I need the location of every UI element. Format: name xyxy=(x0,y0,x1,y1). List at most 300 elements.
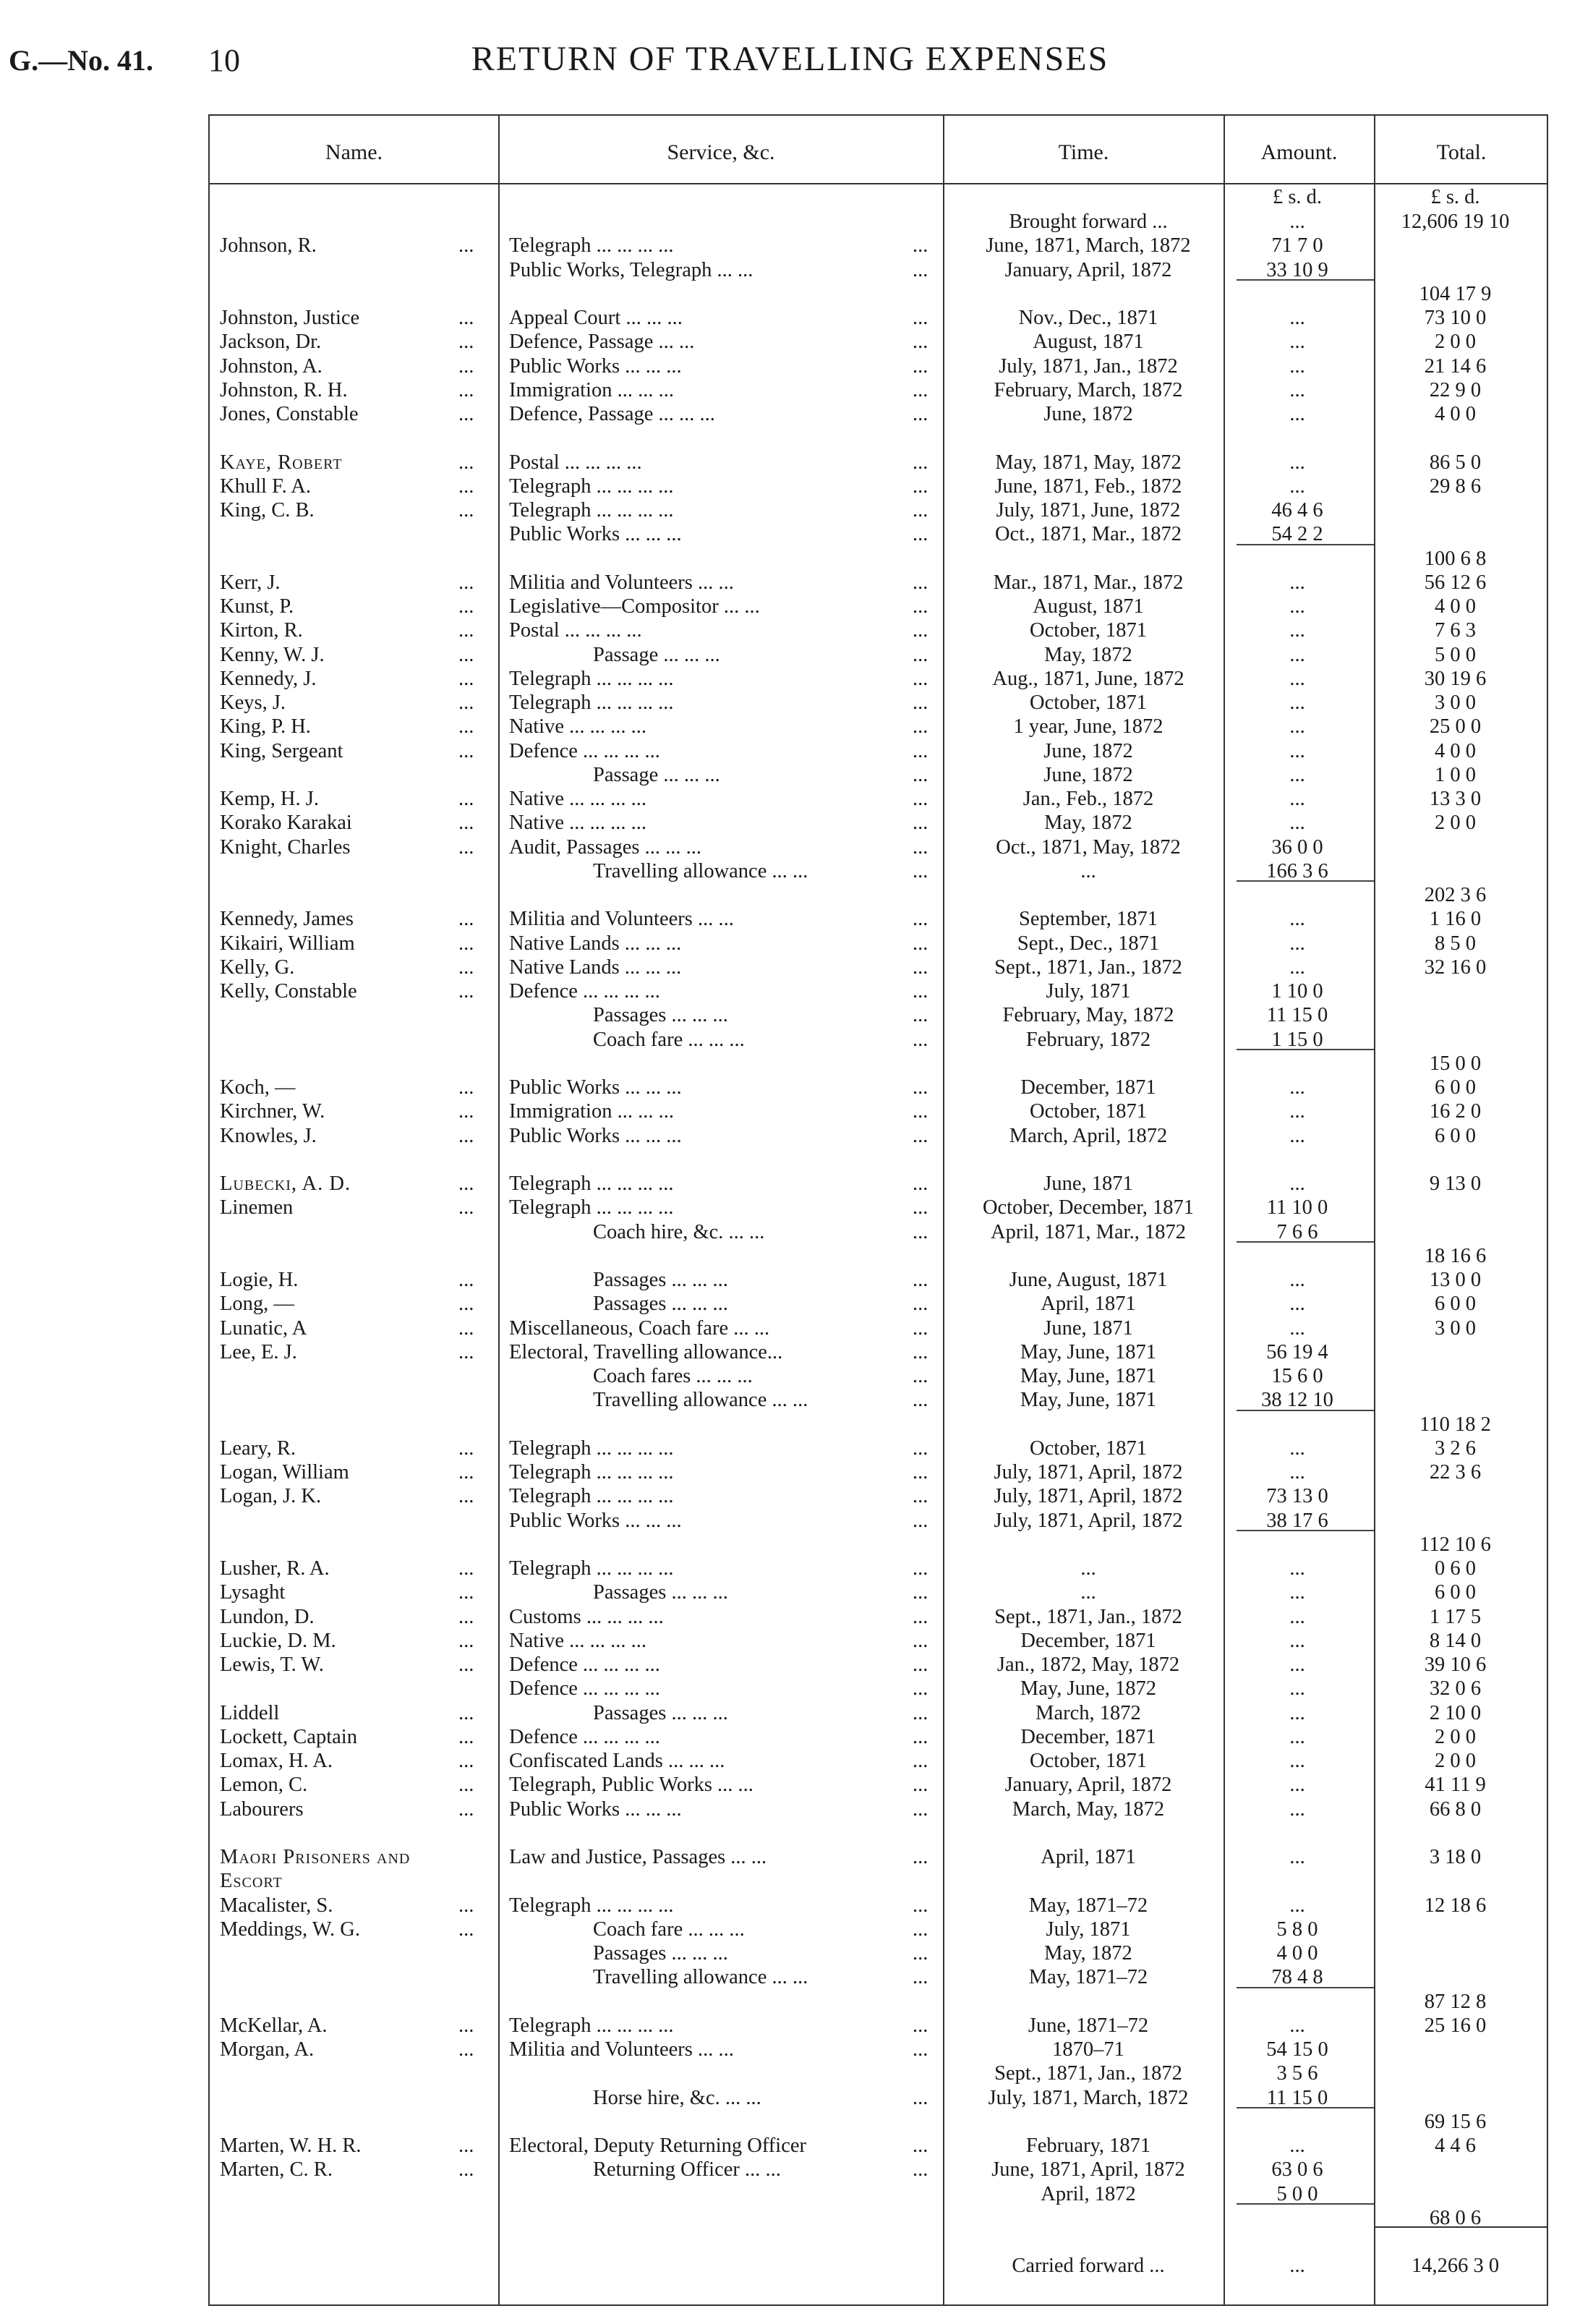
leader-dots: ... xyxy=(913,1389,928,1412)
page-header xyxy=(0,33,1580,84)
table-row xyxy=(0,451,1580,474)
service-description: Postal ... ... ... ... xyxy=(509,619,642,642)
time-period: October, 1871 xyxy=(1030,691,1147,714)
amount-value: ... xyxy=(1289,1750,1305,1772)
leader-dots: ... xyxy=(913,1677,928,1701)
payee-name: Macalister, S. xyxy=(220,1894,333,1917)
table-row xyxy=(0,2038,1580,2061)
time-period: July, 1871, April, 1872 xyxy=(994,1509,1183,1532)
payee-name: McKellar, A. xyxy=(220,2014,328,2037)
leader-dots: ... xyxy=(913,2158,928,2182)
service-description: Telegraph ... ... ... ... xyxy=(509,1172,674,1195)
time-period: Aug., 1871, June, 1872 xyxy=(992,667,1184,690)
time-period: Mar., 1871, Mar., 1872 xyxy=(993,571,1184,594)
table-row xyxy=(0,811,1580,835)
amount-value: ... xyxy=(1289,1461,1305,1484)
time-period: May, 1872 xyxy=(1044,1942,1132,1965)
table-row xyxy=(0,354,1580,378)
payee-name: Lubecki, A. D. xyxy=(220,1172,351,1195)
service-description: Immigration ... ... ... xyxy=(509,378,674,401)
leader-dots: ... xyxy=(458,354,474,378)
leader-dots: ... xyxy=(458,1172,474,1195)
amount-value: 36 0 0 xyxy=(1271,835,1323,859)
total-value: 3 0 0 xyxy=(1435,691,1476,714)
time-period: May, 1872 xyxy=(1044,812,1132,835)
leader-dots: ... xyxy=(913,1220,928,1243)
service-description: Miscellaneous, Coach fare ... ... xyxy=(509,1316,770,1340)
leader-dots: ... xyxy=(458,1894,474,1917)
service-description: Passages ... ... ... xyxy=(593,1581,728,1604)
time-period: September, 1871 xyxy=(1019,908,1158,931)
amount-value: ... xyxy=(1289,1797,1305,1821)
total-value: 32 0 6 xyxy=(1429,1677,1482,1701)
column-header-service: Service, &c. xyxy=(667,140,775,164)
amount-value: ... xyxy=(1289,1293,1305,1316)
amount-value: ... xyxy=(1289,1653,1305,1676)
service-description: Telegraph ... ... ... ... xyxy=(509,1196,674,1220)
time-period: 1870–71 xyxy=(1052,2038,1124,2061)
total-value: 5 0 0 xyxy=(1435,643,1476,666)
table-row xyxy=(0,715,1580,739)
leader-dots: ... xyxy=(913,1653,928,1676)
service-description: Electoral, Deputy Returning Officer xyxy=(509,2134,806,2157)
service-description: Defence, Passage ... ... ... xyxy=(509,403,715,425)
table-row xyxy=(0,2254,1580,2278)
table-row xyxy=(0,1172,1580,1196)
service-description: Telegraph ... ... ... ... xyxy=(509,499,674,522)
table-row xyxy=(0,1797,1580,1821)
service-description: Travelling allowance ... ... xyxy=(593,1389,808,1412)
total-value: 4 0 0 xyxy=(1435,739,1476,762)
payee-name: Lockett, Captain xyxy=(220,1725,357,1748)
payee-name: Keys, J. xyxy=(220,691,286,714)
total-value: 15 0 0 xyxy=(1429,1052,1482,1075)
leader-dots: ... xyxy=(913,234,928,257)
leader-dots: ... xyxy=(913,354,928,378)
page-title: RETURN OF TRAVELLING EXPENSES xyxy=(471,40,1109,78)
table-row xyxy=(0,2061,1580,2085)
service-description: Native Lands ... ... ... xyxy=(509,955,682,979)
service-description: Native ... ... ... ... xyxy=(509,1629,646,1652)
table-row xyxy=(0,498,1580,522)
service-description: Defence, Passage ... ... xyxy=(509,331,695,354)
leader-dots: ... xyxy=(458,788,474,810)
table-row xyxy=(0,378,1580,402)
total-value: 39 10 6 xyxy=(1424,1653,1487,1676)
service-description: Native ... ... ... ... xyxy=(509,812,646,835)
amount-value: ... xyxy=(1289,1436,1305,1460)
amount-value: ... xyxy=(1289,571,1305,594)
payee-name: Linemen xyxy=(220,1196,294,1220)
total-value: 6 0 0 xyxy=(1435,1124,1476,1147)
payee-name: King, P. H. xyxy=(220,715,311,739)
table-row xyxy=(0,1124,1580,1148)
leader-dots: ... xyxy=(913,1581,928,1604)
table-row xyxy=(0,258,1580,282)
leader-dots: ... xyxy=(913,499,928,522)
service-description: Telegraph ... ... ... ... xyxy=(509,2014,674,2037)
table-row xyxy=(0,1749,1580,1773)
leader-dots: ... xyxy=(913,1917,928,1941)
leader-dots: ... xyxy=(913,523,928,546)
leader-dots: ... xyxy=(913,1485,928,1508)
total-value: 4 4 6 xyxy=(1435,2134,1476,2157)
total-value: 2 10 0 xyxy=(1429,1701,1482,1724)
leader-dots: ... xyxy=(458,2158,474,2182)
table-row xyxy=(0,1990,1580,2014)
time-period: December, 1871 xyxy=(1020,1629,1156,1652)
total-value: 3 2 6 xyxy=(1435,1436,1476,1460)
payee-name: Escort xyxy=(220,1870,283,1893)
table-row xyxy=(0,2230,1580,2254)
leader-dots: ... xyxy=(458,1797,474,1821)
total-value: 86 5 0 xyxy=(1429,451,1482,474)
table-row xyxy=(0,643,1580,667)
amount-value: ... xyxy=(1289,1629,1305,1652)
leader-dots: ... xyxy=(913,859,928,882)
amount-units: £ s. d. xyxy=(1272,186,1323,208)
time-period: February, March, 1872 xyxy=(994,378,1183,401)
time-period: Jan., Feb., 1872 xyxy=(1022,788,1154,810)
amount-value: ... xyxy=(1289,955,1305,979)
leader-dots: ... xyxy=(913,1316,928,1340)
leader-dots: ... xyxy=(913,619,928,642)
leader-dots: ... xyxy=(458,234,474,257)
leader-dots: ... xyxy=(458,908,474,931)
amount-value: ... xyxy=(1289,1846,1305,1868)
time-period: Nov., Dec., 1871 xyxy=(1018,307,1158,329)
table-row xyxy=(0,1268,1580,1292)
leader-dots: ... xyxy=(913,1846,928,1868)
time-period: August, 1871 xyxy=(1033,331,1144,354)
amount-value: ... xyxy=(1289,1894,1305,1917)
time-period: ... xyxy=(1080,1557,1096,1580)
leader-dots: ... xyxy=(458,378,474,401)
payee-name: Johnston, A. xyxy=(220,354,323,378)
leader-dots: ... xyxy=(458,2014,474,2037)
total-units: £ s. d. xyxy=(1430,186,1480,208)
service-description: Audit, Passages ... ... ... xyxy=(509,835,701,859)
leader-dots: ... xyxy=(913,2038,928,2061)
leader-dots: ... xyxy=(913,1966,928,1989)
payee-name: Labourers xyxy=(220,1797,304,1821)
payee-name: Logan, J. K. xyxy=(220,1485,322,1508)
subtotal-rule xyxy=(1237,1530,1374,1531)
table-row xyxy=(0,835,1580,859)
payee-name: Kennedy, James xyxy=(220,908,354,931)
time-period: July, 1871, April, 1872 xyxy=(994,1461,1183,1484)
total-value: 25 0 0 xyxy=(1429,715,1482,739)
amount-value: 54 15 0 xyxy=(1266,2038,1328,2061)
leader-dots: ... xyxy=(913,788,928,810)
table-row xyxy=(0,426,1580,450)
service-description: Native Lands ... ... ... xyxy=(509,932,682,955)
payee-name: Leary, R. xyxy=(220,1436,296,1460)
total-value: 87 12 8 xyxy=(1424,1990,1487,2013)
table-row xyxy=(0,1484,1580,1508)
total-value: 2 0 0 xyxy=(1435,331,1476,354)
time-period: Sept., Dec., 1871 xyxy=(1017,932,1160,955)
table-row xyxy=(0,859,1580,883)
time-period: May, 1871, May, 1872 xyxy=(995,451,1182,474)
payee-name: Marten, C. R. xyxy=(220,2158,333,2182)
column-header-name: Name. xyxy=(325,140,383,164)
time-period: May, 1871–72 xyxy=(1028,1966,1148,1989)
amount-value: 38 17 6 xyxy=(1266,1509,1328,1532)
subtotal-rule xyxy=(1237,1987,1374,1988)
leader-dots: ... xyxy=(458,2134,474,2157)
amount-value: ... xyxy=(1289,1701,1305,1724)
leader-dots: ... xyxy=(458,571,474,594)
amount-value: ... xyxy=(1289,451,1305,474)
time-period: June, August, 1871 xyxy=(1009,1269,1168,1291)
leader-dots: ... xyxy=(458,2038,474,2061)
total-value: 12,606 19 10 xyxy=(1401,210,1510,233)
time-period: March, May, 1872 xyxy=(1012,1797,1165,1821)
table-row xyxy=(0,955,1580,979)
time-period: May, 1871–72 xyxy=(1028,1894,1148,1917)
time-period: January, April, 1872 xyxy=(1004,258,1172,281)
table-row xyxy=(0,1292,1580,1316)
amount-value: ... xyxy=(1289,1076,1305,1099)
payee-name: Kemp, H. J. xyxy=(220,788,319,810)
leader-dots: ... xyxy=(913,571,928,594)
payee-name: Knowles, J. xyxy=(220,1124,317,1147)
table-row xyxy=(0,2134,1580,2158)
amount-value: ... xyxy=(1289,2134,1305,2157)
leader-dots: ... xyxy=(913,1340,928,1363)
leader-dots: ... xyxy=(913,691,928,714)
amount-value: ... xyxy=(1289,643,1305,666)
payee-name: Jones, Constable xyxy=(220,403,359,425)
leader-dots: ... xyxy=(913,1701,928,1724)
leader-dots: ... xyxy=(913,2014,928,2037)
payee-name: Kerr, J. xyxy=(220,571,281,594)
amount-value: ... xyxy=(1289,595,1305,618)
time-period: April, 1871 xyxy=(1041,1846,1136,1868)
amount-value: 1 15 0 xyxy=(1271,1028,1323,1051)
service-description: Telegraph ... ... ... ... xyxy=(509,474,674,498)
amount-value: ... xyxy=(1289,812,1305,835)
payee-name: Johnston, Justice xyxy=(220,307,360,329)
leader-dots: ... xyxy=(458,1725,474,1748)
leader-dots: ... xyxy=(913,1629,928,1652)
leader-dots: ... xyxy=(458,619,474,642)
service-description: Defence ... ... ... ... xyxy=(509,1653,660,1676)
amount-value: 5 0 0 xyxy=(1276,2182,1318,2205)
amount-value: ... xyxy=(1289,908,1305,931)
payee-name: Johnson, R. xyxy=(220,234,317,257)
total-value: 0 6 0 xyxy=(1435,1557,1476,1580)
table-row xyxy=(0,522,1580,546)
total-value: 30 19 6 xyxy=(1424,667,1487,690)
total-value: 4 0 0 xyxy=(1435,595,1476,618)
total-value: 22 9 0 xyxy=(1429,378,1482,401)
time-period: April, 1871, Mar., 1872 xyxy=(991,1220,1186,1243)
leader-dots: ... xyxy=(458,812,474,835)
payee-name: Khull F. A. xyxy=(220,474,311,498)
leader-dots: ... xyxy=(458,1750,474,1772)
column-header-time: Time. xyxy=(1058,140,1109,164)
time-period: October, December, 1871 xyxy=(982,1196,1195,1220)
table-row xyxy=(0,1894,1580,1917)
time-period: ... xyxy=(1080,1581,1096,1604)
table-row xyxy=(0,1869,1580,1893)
service-description: Returning Officer ... ... xyxy=(593,2158,781,2182)
service-description: Public Works ... ... ... xyxy=(509,523,682,546)
table-row xyxy=(0,763,1580,787)
total-value: 6 0 0 xyxy=(1435,1581,1476,1604)
leader-dots: ... xyxy=(913,1293,928,1316)
table-row xyxy=(0,1364,1580,1388)
amount-value: ... xyxy=(1289,715,1305,739)
table-row xyxy=(0,1533,1580,1557)
total-value: 2 0 0 xyxy=(1435,812,1476,835)
table-row xyxy=(0,306,1580,330)
leader-dots: ... xyxy=(458,643,474,666)
subtotal-rule xyxy=(1237,880,1374,882)
leader-dots: ... xyxy=(913,474,928,498)
payee-name: Kelly, G. xyxy=(220,955,295,979)
leader-dots: ... xyxy=(458,595,474,618)
total-value: 4 0 0 xyxy=(1435,403,1476,425)
service-description: Telegraph ... ... ... ... xyxy=(509,1485,674,1508)
leader-dots: ... xyxy=(913,1942,928,1965)
table-row xyxy=(0,1148,1580,1172)
leader-dots: ... xyxy=(913,258,928,281)
total-value: 8 14 0 xyxy=(1429,1629,1482,1652)
leader-dots: ... xyxy=(458,955,474,979)
time-period: June, 1871, April, 1872 xyxy=(991,2158,1185,2182)
subtotal-rule xyxy=(1237,2203,1374,2205)
table-row xyxy=(0,474,1580,498)
leader-dots: ... xyxy=(913,908,928,931)
total-value: 66 8 0 xyxy=(1429,1797,1482,1821)
table-row xyxy=(0,979,1580,1003)
payee-name: King, Sergeant xyxy=(220,739,343,762)
payee-name: Meddings, W. G. xyxy=(220,1917,360,1941)
leader-dots: ... xyxy=(913,307,928,329)
payee-name: Logie, H. xyxy=(220,1269,299,1291)
service-description: Electoral, Travelling allowance... xyxy=(509,1340,783,1363)
leader-dots: ... xyxy=(913,1557,928,1580)
time-period: February, 1872 xyxy=(1025,1028,1151,1051)
leader-dots: ... xyxy=(913,2086,928,2109)
service-description: Telegraph, Public Works ... ... xyxy=(509,1774,753,1797)
leader-dots: ... xyxy=(458,1100,474,1123)
table-row xyxy=(0,2110,1580,2134)
leader-dots: ... xyxy=(913,1894,928,1917)
table-row xyxy=(0,1413,1580,1436)
leader-dots: ... xyxy=(913,835,928,859)
service-description: Public Works ... ... ... xyxy=(509,1076,682,1099)
table-row xyxy=(0,1340,1580,1364)
amount-value: 78 4 8 xyxy=(1271,1966,1323,1989)
leader-dots: ... xyxy=(458,1076,474,1099)
leader-dots: ... xyxy=(458,403,474,425)
service-description: Militia and Volunteers ... ... xyxy=(509,571,734,594)
column-header-amount: Amount. xyxy=(1260,140,1338,164)
leader-dots: ... xyxy=(913,1269,928,1291)
time-period: June, 1871–72 xyxy=(1028,2014,1149,2037)
amount-value: 54 2 2 xyxy=(1271,523,1323,546)
time-period: October, 1871 xyxy=(1030,619,1147,642)
service-description: Defence ... ... ... ... xyxy=(509,739,660,762)
total-value: 9 13 0 xyxy=(1429,1172,1482,1195)
amount-value: ... xyxy=(1289,763,1305,786)
table-row xyxy=(0,1099,1580,1123)
table-row xyxy=(0,1028,1580,1052)
time-period: May, June, 1871 xyxy=(1020,1340,1157,1363)
table-row xyxy=(0,883,1580,907)
time-period: May, June, 1872 xyxy=(1020,1677,1157,1701)
time-period: Carried forward ... xyxy=(1012,2255,1165,2278)
amount-value: ... xyxy=(1289,1124,1305,1147)
service-description: Public Works, Telegraph ... ... xyxy=(509,258,753,281)
leader-dots: ... xyxy=(458,1629,474,1652)
table-row xyxy=(0,595,1580,618)
leader-dots: ... xyxy=(913,980,928,1003)
time-period: July, 1871 xyxy=(1046,1917,1131,1941)
amount-value: 56 19 4 xyxy=(1266,1340,1328,1363)
service-description: Appeal Court ... ... ... xyxy=(509,307,683,329)
amount-value: 11 15 0 xyxy=(1266,1004,1328,1027)
service-description: Legislative—Compositor ... ... xyxy=(509,595,760,618)
leader-dots: ... xyxy=(458,1581,474,1604)
leader-dots: ... xyxy=(458,1269,474,1291)
total-value: 6 0 0 xyxy=(1435,1076,1476,1099)
time-period: Sept., 1871, Jan., 1872 xyxy=(994,2062,1182,2085)
page-number: 10 xyxy=(208,43,240,78)
payee-name: Logan, William xyxy=(220,1461,349,1484)
leader-dots: ... xyxy=(913,1004,928,1027)
leader-dots: ... xyxy=(458,835,474,859)
time-period: June, 1872 xyxy=(1043,763,1133,786)
payee-name: Kelly, Constable xyxy=(220,980,357,1003)
total-value: 13 3 0 xyxy=(1429,788,1482,810)
service-description: Telegraph ... ... ... ... xyxy=(509,234,674,257)
time-period: May, June, 1871 xyxy=(1020,1389,1157,1412)
leader-dots: ... xyxy=(913,403,928,425)
column-header-total: Total. xyxy=(1436,140,1487,164)
leader-dots: ... xyxy=(458,715,474,739)
time-period: June, 1871 xyxy=(1043,1172,1133,1195)
amount-value: 3 5 6 xyxy=(1276,2062,1318,2085)
payee-name: Maori Prisoners and xyxy=(220,1846,411,1868)
total-value: 22 3 6 xyxy=(1429,1461,1482,1484)
service-description: Horse hire, &c. ... ... xyxy=(593,2086,761,2109)
table-row xyxy=(0,1845,1580,1869)
payee-name: Morgan, A. xyxy=(220,2038,315,2061)
amount-value: ... xyxy=(1289,788,1305,810)
table-row xyxy=(0,1460,1580,1484)
service-description: Coach fare ... ... ... xyxy=(593,1917,745,1941)
table-row xyxy=(0,1052,1580,1076)
time-period: ... xyxy=(1080,859,1096,882)
total-value: 3 0 0 xyxy=(1435,1316,1476,1340)
amount-value: 63 0 6 xyxy=(1271,2158,1323,2182)
table-row xyxy=(0,618,1580,642)
leader-dots: ... xyxy=(913,378,928,401)
time-period: October, 1871 xyxy=(1030,1100,1147,1123)
leader-dots: ... xyxy=(913,1605,928,1628)
subtotal-rule xyxy=(1237,279,1374,281)
amount-value: ... xyxy=(1289,354,1305,378)
table-row xyxy=(0,2086,1580,2110)
time-period: February, 1871 xyxy=(1025,2134,1151,2157)
payee-name: Koch, — xyxy=(220,1076,296,1099)
leader-dots: ... xyxy=(913,1436,928,1460)
